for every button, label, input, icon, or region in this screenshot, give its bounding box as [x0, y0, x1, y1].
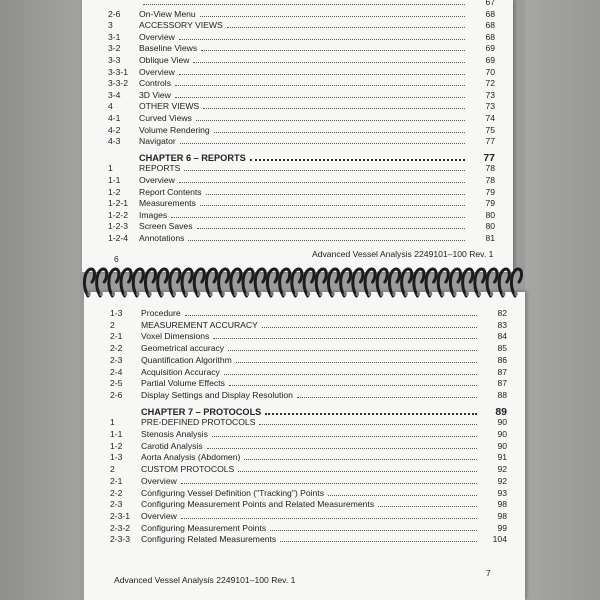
toc-entry-title: Geometrical accuracy: [141, 343, 225, 354]
toc-entry-title: Overview: [139, 66, 175, 77]
toc-entry-title: On-View Menu: [139, 8, 196, 19]
toc-entry-title: Partial Volume Effects: [141, 378, 225, 389]
spiral-binding: [78, 266, 528, 300]
toc-entry-number: 2-3: [110, 354, 123, 365]
toc-entry: [110, 354, 507, 365]
punch-hole: [112, 292, 115, 296]
toc-dot-leader: [212, 436, 477, 437]
toc-dot-leader: [193, 62, 465, 63]
toc-entry-page: 88: [497, 389, 507, 400]
toc-dot-leader: [171, 217, 465, 218]
punch-hole: [331, 292, 334, 296]
toc-entry-number: 1-3: [110, 452, 123, 463]
toc-entry: [108, 197, 495, 208]
punch-hole: [466, 292, 469, 296]
toc-dot-leader: [179, 182, 465, 183]
toc-entry-number: 3-4: [108, 89, 121, 100]
toc-entry-page: 79: [485, 198, 495, 209]
toc-entry-title: Measurements: [139, 198, 196, 209]
toc-entry-page: 77: [485, 136, 495, 147]
punch-hole: [405, 292, 408, 296]
toc-entry-page: 81: [485, 233, 495, 243]
toc-entry-number: 1-1: [108, 175, 121, 185]
toc-entry: [110, 377, 507, 388]
punch-hole: [270, 292, 273, 296]
toc-entry-page: 78: [485, 175, 495, 185]
toc-entry-title: Aorta Analysis (Abdomen): [141, 452, 241, 463]
toc-entry: [108, 124, 495, 135]
toc-entry-page: 84: [497, 331, 507, 342]
page-number-top: 6: [114, 254, 119, 264]
toc-entry: [108, 31, 495, 42]
toc-entry-page: 85: [497, 343, 507, 354]
toc-entry: [108, 77, 495, 88]
toc-entry: [110, 366, 507, 377]
toc-entry-title: Configuring Measurement Points: [141, 522, 267, 533]
toc-entry: [108, 19, 495, 30]
toc-entry-number: 2-1: [110, 475, 123, 486]
toc-entry-number: 2-6: [108, 8, 121, 19]
toc-dot-leader: [227, 27, 465, 28]
toc-entry-number: 1: [110, 417, 115, 428]
punch-hole: [429, 292, 432, 296]
toc-entry-number: 2-1: [110, 331, 123, 342]
toc-entry-page: 69: [485, 55, 495, 65]
toc-dot-leader: [214, 132, 465, 133]
toc-entry-page: 92: [497, 464, 507, 475]
toc-entry-title: 3D View: [139, 89, 171, 100]
toc-entry-number: 2-3-3: [110, 534, 131, 545]
punch-hole: [307, 292, 310, 296]
toc-entry-page: 104: [492, 534, 507, 545]
punch-hole: [246, 292, 249, 296]
toc-dot-leader: [181, 518, 477, 519]
toc-entry-title: PRE-DEFINED PROTOCOLS: [141, 417, 256, 428]
toc-entry-page: 78: [485, 163, 495, 174]
toc-entry-title: CHAPTER 7 – PROTOCOLS: [141, 406, 262, 417]
toc-entry-number: 2-6: [110, 389, 123, 400]
toc-entry-title: Configuring Related Measurements: [141, 534, 277, 545]
footer-bottom: Advanced Vessel Analysis 2249101–100 Rev. 1: [114, 575, 296, 585]
toc-entry-page: 89: [495, 405, 507, 418]
toc-dot-leader: [206, 194, 465, 195]
toc-entry-number: 1-2-4: [108, 233, 129, 243]
toc-entry-page: 92: [497, 475, 507, 486]
toc-dot-leader: [229, 385, 477, 386]
bottom-page: [84, 292, 525, 600]
toc-dot-leader: [236, 362, 477, 363]
punch-hole: [234, 292, 237, 296]
toc-entry-number: 2: [110, 319, 115, 330]
toc-entry-page: 87: [497, 366, 507, 377]
toc-entry-title: Quantification Algorithm: [141, 354, 232, 365]
toc-entry-number: 2-3-1: [110, 510, 131, 521]
toc-dot-leader: [185, 315, 477, 316]
punch-hole: [514, 292, 517, 296]
toc-dot-leader: [179, 74, 465, 75]
toc-entry-page: 73: [485, 89, 495, 100]
background-right: [525, 0, 600, 600]
toc-entry-number: 2-4: [110, 366, 123, 377]
top-page: [82, 0, 513, 272]
toc-entry-title: Overview: [141, 475, 177, 486]
toc-entry-title: Screen Saves: [139, 221, 193, 232]
punch-hole: [490, 292, 493, 296]
toc-entry-title: Configuring Vessel Definition ("Tracking") Points: [141, 487, 324, 498]
toc-entry-title: Report Contents: [139, 186, 202, 197]
toc-entry-title: Volume Rendering: [139, 124, 210, 135]
toc-dot-leader: [265, 413, 477, 415]
toc-dot-leader: [175, 85, 465, 86]
toc-entry: [108, 0, 495, 7]
toc-entry-title: Configuring Measurement Points and Related Measurements: [141, 499, 375, 510]
toc-entry-page: 98: [497, 499, 507, 510]
toc-entry: [110, 416, 507, 427]
toc-entry-page: 90: [497, 429, 507, 439]
toc-entry: [108, 162, 495, 173]
toc-entry-page: 68: [485, 20, 495, 31]
toc-dot-leader: [259, 424, 477, 425]
toc-entry-page: 87: [497, 378, 507, 389]
toc-entry-title: Annotations: [139, 233, 185, 243]
toc-entry-title: Carotid Analysis: [141, 440, 203, 451]
punch-hole: [185, 292, 188, 296]
toc-entry: [110, 428, 507, 439]
toc-entry-number: 1-2-2: [108, 209, 129, 220]
toc-entry: [108, 54, 495, 65]
toc-dot-leader: [250, 159, 465, 161]
punch-hole: [124, 292, 127, 296]
toc-entry-number: 1-2-1: [108, 198, 129, 209]
toc-dot-leader: [328, 495, 477, 496]
toc-entry: [108, 42, 495, 53]
toc-entry-page: 90: [497, 440, 507, 451]
toc-entry: [110, 319, 507, 330]
toc-dot-leader: [181, 483, 477, 484]
toc-dot-leader: [238, 471, 477, 472]
toc-entry-title: Acquisition Accuracy: [141, 366, 220, 377]
toc-entry: [108, 100, 495, 111]
toc-dot-leader: [179, 39, 465, 40]
toc-entry-page: 80: [485, 209, 495, 220]
toc-entry: [108, 66, 495, 77]
toc-dot-leader: [180, 143, 465, 144]
toc-entry-page: 79: [485, 186, 495, 197]
toc-entry-title: Voxel Dimensions: [141, 331, 210, 342]
toc-entry-number: 2: [110, 464, 115, 475]
toc-entry-number: 1-2-3: [108, 221, 129, 232]
toc-entry-number: 2-2: [110, 487, 123, 498]
punch-hole: [417, 292, 420, 296]
punch-hole: [100, 292, 103, 296]
toc-entry-page: 80: [485, 221, 495, 232]
toc-entry-page: 83: [497, 319, 507, 330]
toc-dot-leader: [175, 97, 465, 98]
toc-entry-page: 98: [497, 510, 507, 521]
toc-entry: [110, 389, 507, 400]
toc-dot-leader: [203, 108, 465, 109]
toc-entry-number: 1: [108, 163, 113, 174]
toc-entry-title: Images: [139, 209, 168, 220]
punch-hole: [197, 292, 200, 296]
toc-entry: [108, 209, 495, 220]
toc-entry-page: 77: [483, 151, 495, 164]
toc-entry: [110, 330, 507, 341]
toc-entry: [110, 307, 507, 318]
toc-entry-title: Overview: [139, 175, 175, 185]
toc-dot-leader: [280, 541, 477, 542]
toc-entry-number: 1-2: [110, 440, 123, 451]
toc-entry: [108, 232, 495, 243]
punch-hole: [356, 292, 359, 296]
toc-entry: [110, 475, 507, 486]
toc-entry-page: 99: [497, 522, 507, 533]
punch-hole: [209, 292, 212, 296]
toc-dot-leader: [270, 530, 477, 531]
toc-dot-leader: [184, 170, 465, 171]
punch-hole: [161, 292, 164, 296]
toc-dot-leader: [244, 459, 477, 460]
toc-entry-page: 75: [485, 124, 495, 135]
toc-dot-leader: [378, 506, 477, 507]
toc-entry-page: 68: [485, 8, 495, 19]
toc-entry: [110, 498, 507, 509]
toc-dot-leader: [224, 374, 477, 375]
toc-entry-title: CUSTOM PROTOCOLS: [141, 464, 235, 475]
toc-entry: [110, 510, 507, 521]
toc-entry: [108, 89, 495, 100]
toc-entry: [110, 522, 507, 533]
toc-entry-page: 91: [497, 452, 507, 463]
toc-entry-title: Display Settings and Display Resolution: [141, 389, 293, 400]
page-number-bottom: 7: [486, 568, 491, 578]
toc-chapter-heading: [108, 150, 495, 163]
toc-entry: [110, 451, 507, 462]
toc-dot-leader: [143, 4, 465, 5]
punch-hole: [173, 292, 176, 296]
toc-entry-title: Baseline Views: [139, 43, 198, 54]
toc-entry-page: 73: [485, 101, 495, 112]
toc-entry: [110, 440, 507, 451]
toc-entry-number: 4-2: [108, 124, 121, 135]
toc-entry-number: 3-1: [108, 31, 121, 42]
toc-entry-page: 72: [485, 78, 495, 89]
toc-dot-leader: [188, 240, 465, 241]
toc-entry-number: 3-3-2: [108, 78, 129, 89]
punch-hole: [283, 292, 286, 296]
punch-hole: [380, 292, 383, 296]
toc-entry-number: 1-1: [110, 429, 123, 439]
toc-entry-number: 3-3: [108, 55, 121, 65]
toc-entry-number: 4-3: [108, 136, 121, 147]
footer-top: Advanced Vessel Analysis 2249101–100 Rev. 1: [312, 249, 494, 259]
toc-entry-page: 67: [485, 0, 495, 7]
toc-dot-leader: [297, 397, 477, 398]
toc-entry-number: 4-1: [108, 113, 121, 123]
toc-entry-title: Curved Views: [139, 113, 192, 123]
toc-entry-page: 70: [485, 66, 495, 77]
toc-entry-title: Oblique View: [139, 55, 190, 65]
toc-dot-leader: [207, 448, 477, 449]
punch-hole: [441, 292, 444, 296]
toc-entry-number: 3-3-1: [108, 66, 129, 77]
toc-dot-leader: [196, 120, 465, 121]
toc-entry-page: 93: [497, 487, 507, 498]
toc-dot-leader: [213, 338, 477, 339]
toc-entry: [110, 487, 507, 498]
toc-entry-page: 82: [497, 308, 507, 318]
toc-entry-number: 1-3: [110, 308, 123, 318]
toc-entry-title: Stenosis Analysis: [141, 429, 208, 439]
toc-entry-title: ACCESSORY VIEWS: [139, 20, 223, 31]
toc-entry-number: 3-2: [108, 43, 121, 54]
toc-entry-number: 4: [108, 101, 113, 112]
toc-dot-leader: [200, 205, 465, 206]
toc-entry: [108, 8, 495, 19]
toc-entry: [110, 342, 507, 353]
background-left: [0, 0, 80, 600]
punch-hole: [478, 292, 481, 296]
toc-dot-leader: [201, 50, 465, 51]
punch-hole: [258, 292, 261, 296]
toc-entry-page: 69: [485, 43, 495, 54]
toc-entry-page: 86: [497, 354, 507, 365]
toc-dot-leader: [262, 327, 477, 328]
toc-entry-title: REPORTS: [139, 163, 181, 174]
toc-entry-title: OTHER VIEWS: [139, 101, 200, 112]
toc-entry-number: 2-3: [110, 499, 123, 510]
toc-entry-number: 2-3-2: [110, 522, 131, 533]
toc-entry-page: 90: [497, 417, 507, 428]
punch-hole: [87, 292, 90, 296]
toc-entry-number: 3: [108, 20, 113, 31]
toc-entry-title: Navigator: [139, 136, 176, 147]
toc-entry: [108, 112, 495, 123]
toc-entry: [108, 135, 495, 146]
toc-entry-title: Procedure: [141, 308, 181, 318]
toc-entry-page: 74: [485, 113, 495, 123]
toc-dot-leader: [200, 16, 465, 17]
punch-hole: [136, 292, 139, 296]
toc-entry-title: MEASUREMENT ACCURACY: [141, 319, 258, 330]
punch-hole: [368, 292, 371, 296]
punch-hole: [319, 292, 322, 296]
toc-chapter-heading: [110, 404, 507, 417]
toc-entry-number: 2-2: [110, 343, 123, 354]
punch-hole: [148, 292, 151, 296]
toc-entry-number: 1-2: [108, 186, 121, 197]
toc-entry-title: CHAPTER 6 – REPORTS: [139, 152, 246, 163]
punch-hole: [295, 292, 298, 296]
toc-entry: [108, 220, 495, 231]
toc-dot-leader: [197, 228, 465, 229]
toc-entry: [108, 186, 495, 197]
punch-hole: [502, 292, 505, 296]
toc-dot-leader: [228, 350, 477, 351]
toc-entry: [110, 463, 507, 474]
toc-entry-page: 68: [485, 31, 495, 42]
toc-entry-title: Controls: [139, 78, 171, 89]
punch-hole: [392, 292, 395, 296]
punch-hole: [344, 292, 347, 296]
toc-entry-title: Overview: [141, 510, 177, 521]
toc-entry-title: Overview: [139, 31, 175, 42]
toc-entry: [110, 533, 507, 544]
punch-hole: [222, 292, 225, 296]
toc-entry: [108, 174, 495, 185]
punch-hole: [453, 292, 456, 296]
toc-entry-number: 2-5: [110, 378, 123, 389]
